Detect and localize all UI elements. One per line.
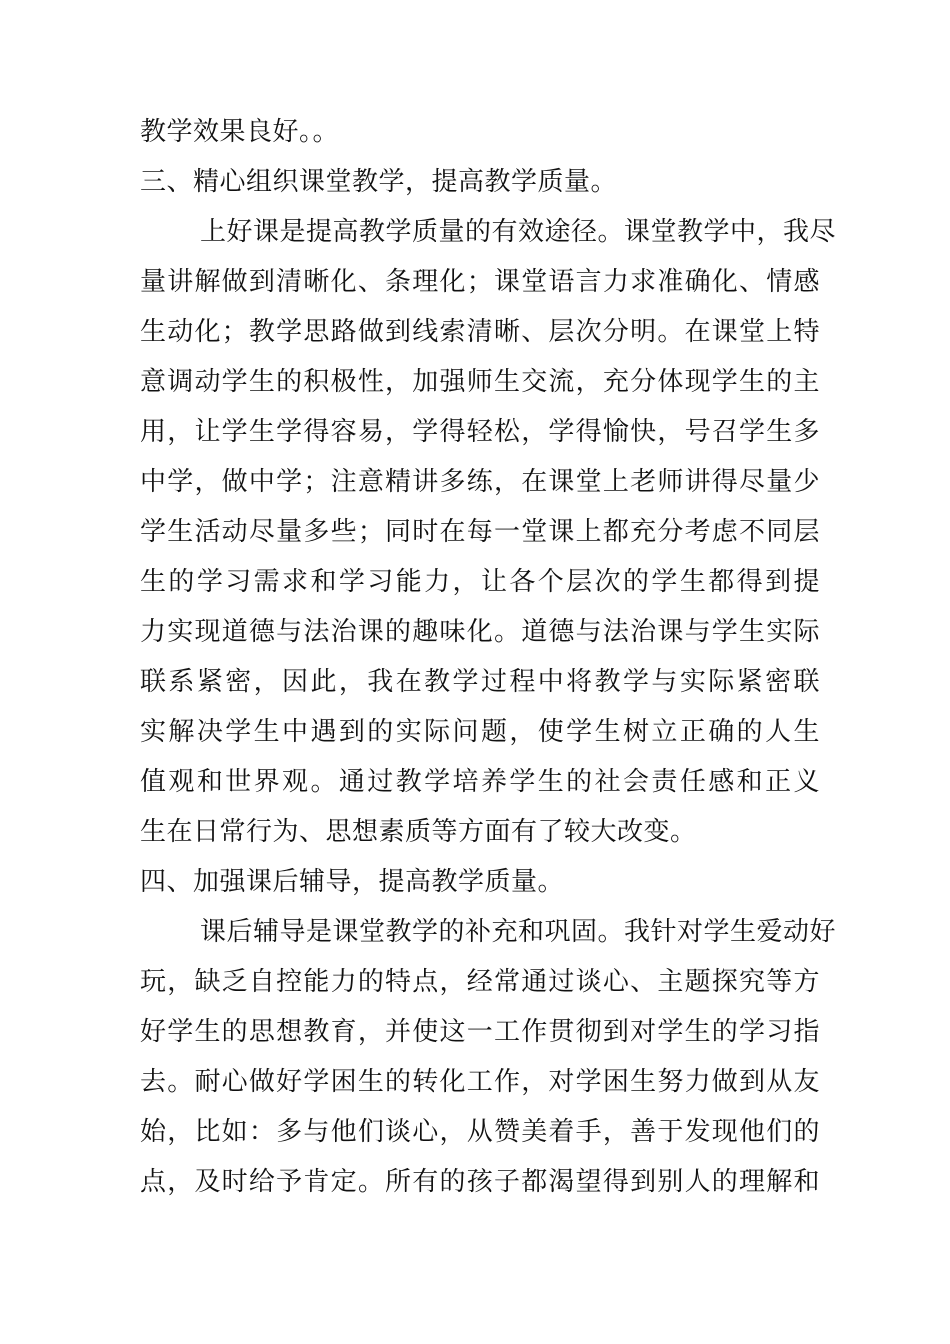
paragraph-line: 学生活动尽量多些；同时在每一堂课上都充分考虑不同层 [140, 517, 820, 547]
paragraph-line: 生在日常行为、思想素质等方面有了较大改变。 [140, 817, 697, 847]
paragraph-line: 联系紧密，因此，我在教学过程中将教学与实际紧密联 [140, 667, 820, 697]
paragraph-line: 始，比如：多与他们谈心，从赞美着手，善于发现他们的 [140, 1117, 820, 1147]
paragraph-line: 生动化；教学思路做到线索清晰、层次分明。在课堂上特 [140, 317, 820, 347]
paragraph-line: 点，及时给予肯定。所有的孩子都渴望得到别人的理解和 [140, 1167, 820, 1197]
paragraph-continuation-line: 教学效果良好。。 [140, 117, 340, 147]
paragraph-line: 量讲解做到清晰化、条理化；课堂语言力求准确化、情感 [140, 267, 820, 297]
paragraph-line: 好学生的思想教育，并使这一工作贯彻到对学生的学习指 [140, 1017, 820, 1047]
section-heading-four: 四、加强课后辅导，提高教学质量。 [140, 867, 565, 897]
paragraph-line: 生的学习需求和学习能力，让各个层次的学生都得到提 [140, 567, 820, 597]
paragraph-line: 中学，做中学；注意精讲多练，在课堂上老师讲得尽量少 [140, 467, 820, 497]
paragraph-line: 上好课是提高教学质量的有效途径。课堂教学中，我尽 [200, 217, 837, 247]
section-heading-three: 三、精心组织课堂教学，提高教学质量。 [140, 167, 618, 197]
paragraph-line: 实解决学生中遇到的实际问题，使学生树立正确的人生 [140, 717, 820, 747]
paragraph-line: 课后辅导是课堂教学的补充和巩固。我针对学生爱动好 [200, 917, 837, 947]
paragraph-line: 去。耐心做好学困生的转化工作，对学困生努力做到从友 [140, 1067, 820, 1097]
paragraph-line: 值观和世界观。通过教学培养学生的社会责任感和正义 [140, 767, 820, 797]
paragraph-line: 玩，缺乏自控能力的特点，经常通过谈心、主题探究等方 [140, 967, 820, 997]
paragraph-line: 用，让学生学得容易，学得轻松，学得愉快，号召学生多 [140, 417, 820, 447]
paragraph-line: 力实现道德与法治课的趣味化。道德与法治课与学生实际 [140, 617, 820, 647]
paragraph-line: 意调动学生的积极性，加强师生交流，充分体现学生的主 [140, 367, 820, 397]
